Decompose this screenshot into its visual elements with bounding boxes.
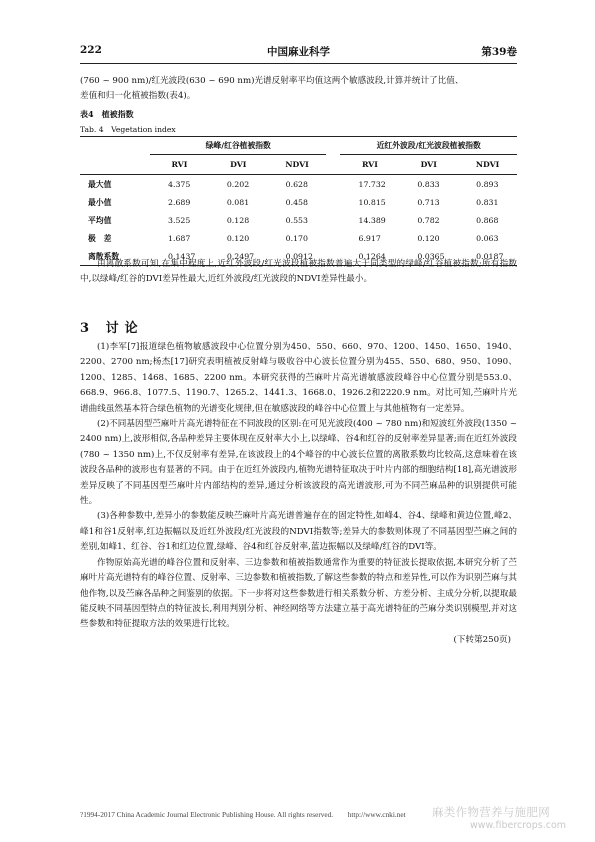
table-cell: 10.815 <box>358 197 386 207</box>
table-group-nir-red: 近红外波段/红光波段植被指数 <box>340 137 517 155</box>
table-gap <box>326 175 340 194</box>
column-header: NDVI <box>458 155 517 175</box>
discussion-paragraph-1: (1)李军[7]报道绿色植物敏感波段中心位置分别为450、550、660、970、1200、1450、1650、1940、2200、2700 nm;杨杰[17]研究表明植被反射峰与吸收谷中心波长位置分别为455、550、680、950、1090、1200、1285、1468、1685、2200 nm。本研究获得的苎麻叶片高光谱敏感波段峰谷中心位置分别是553.0、668.9、966.8、1077.5、1190.7、1265.2、1441.3、1668.0、1926.2和2220.9 nm。对比可知,苎麻叶片光谱曲线虽然基本符合绿色植物的光谱变化规律,但在敏感波段的峰谷中心位置上与其他植物有一定差异。 <box>80 342 517 414</box>
section-title: 讨论 <box>105 321 144 336</box>
table-cell: 0.1437 <box>150 247 209 266</box>
table-cell: 0.081 <box>226 197 250 207</box>
table-cell: 0.2497 <box>209 247 268 266</box>
row-label: 最大值 <box>88 179 112 189</box>
column-header: DVI <box>399 155 458 175</box>
discussion-body <box>80 340 517 648</box>
table-cell: 0.713 <box>417 197 440 207</box>
table-cell: 0.120 <box>417 233 440 243</box>
table-discussion-paragraph <box>80 257 517 288</box>
discussion-paragraph-2: (2)不同基因型苎麻叶片高光谱特征在不同波段的区别:在可见光波段(400 ~ 780 nm)和短波红外波段(1350 ~ 2400 nm)上,波形相似,各品种差异主要体现在反射率大小上,以绿峰、谷4和红谷的反射率差异显著;而在近红外波段(780 ~ 1350 nm)上,不仅反射率有差异,在该波段上的4个峰谷的中心波长位置的离散系数均比较高,这意味着在该波段各品种的波形也有显著的不同。由于在近红外波段内,植物光谱特征取决于叶片内部的细胞结构[18],高光谱波形差异反映了不同基因型苎麻叶片内部结构的差异,通过分析该波段的高光谱波形,可为不同苎麻品种的识别提供可能性。 <box>80 419 517 507</box>
table-cell: 0.782 <box>417 215 440 225</box>
table-cell: 17.732 <box>358 179 386 189</box>
site-watermark: 麻类作物营养与施肥网 <box>432 805 550 819</box>
table-cell: 0.0912 <box>268 247 327 266</box>
table-cell: 0.0187 <box>458 247 517 266</box>
table-cell: 0.553 <box>285 215 308 225</box>
running-header <box>80 44 517 60</box>
table-row <box>80 211 517 229</box>
vegetation-index-table <box>80 136 517 266</box>
journal-title: 中国麻业科学 <box>267 46 330 58</box>
table-cell: 0.120 <box>226 233 250 243</box>
column-header: DVI <box>209 155 268 175</box>
table-group-green-red: 绿峰/红谷植被指数 <box>150 137 326 155</box>
table-cell: 3.525 <box>168 215 191 225</box>
header-rule <box>80 63 517 64</box>
table-cell: 0.1264 <box>340 247 399 266</box>
row-label: 平均值 <box>88 215 112 225</box>
column-header: RVI <box>340 155 399 175</box>
intro-line-1: (760 ~ 900 nm)/红光波段(630 ~ 690 nm)光谱反射率平均值这两个敏感波段,计算并统计了比值、 <box>80 76 464 86</box>
table-cell: 0.628 <box>285 179 308 189</box>
table-gap <box>326 211 340 229</box>
table-cell: 0.0365 <box>399 247 458 266</box>
column-header: NDVI <box>268 155 327 175</box>
table-cell: 2.689 <box>168 197 191 207</box>
row-label: 最小值 <box>88 197 112 207</box>
table-corner <box>80 155 150 175</box>
volume-label: 第39卷 <box>481 46 517 58</box>
table-cell: 0.458 <box>285 197 308 207</box>
table-cell: 0.868 <box>476 215 499 225</box>
continued-note: (下转第250页) <box>453 634 511 645</box>
section-number: 3 <box>80 321 96 336</box>
table-gap <box>326 137 340 155</box>
table-row <box>80 193 517 211</box>
table-gap <box>326 155 340 175</box>
copyright-footer: ?1994-2017 China Academic Journal Electronic Publishing House. All rights reserved. http://www.cnki.net <box>80 810 406 819</box>
table-gap <box>326 193 340 211</box>
table-cell: 14.389 <box>358 215 386 225</box>
table-row <box>80 229 517 247</box>
site-watermark-url: www.fibercrops.com <box>470 820 567 831</box>
row-label: 离散系数 <box>80 247 150 266</box>
table-cell: 6.917 <box>358 233 381 243</box>
column-header: RVI <box>150 155 209 175</box>
table-cell: 0.202 <box>226 179 250 189</box>
table-corner <box>80 137 150 155</box>
table-caption-en: Tab. 4 Vegetation index <box>80 125 176 134</box>
discussion-paragraph-4: 作物原始高光谱的峰谷位置和反射率、三边参数和植被指数通常作为重要的特征波长提取依据,本研究分析了苎麻叶片高光谱特有的峰谷位置、反射率、三边参数和植被指数,了解这些参数的特点和差异性,可以作为识别苎麻与其他作物,以及苎麻各品种之间鉴别的依据。下一步将对这些参数进行相关系数分析、方差分析、主成分分析,以提取最能反映不同基因型特点的特征波长,利用判别分析、神经网络等方法建立基于高光谱特征的苎麻分类识别模型,并对这些参数和特征提取方法的效果进行比较。 <box>80 557 517 630</box>
page-number: 222 <box>80 44 102 56</box>
discussion-paragraph-3: (3)各种参数中,差异小的参数能反映苎麻叶片高光谱普遍存在的固定特性,如峰4、谷4、绿峰和黄边位置,峰2、峰1和谷1反射率,红边振幅以及近红外波段/红光波段的NDVI指数等;差异大的参数则体现了不同基因型苎麻之间的差别,如峰1、红谷、谷1和红边位置,绿峰、谷4和红谷反射率,蓝边振幅以及绿峰/红谷的DVI等。 <box>80 511 517 553</box>
table-cell: 0.170 <box>285 233 308 243</box>
table-gap <box>326 229 340 247</box>
table-cell: 4.375 <box>168 179 191 189</box>
table-cell: 0.831 <box>476 197 499 207</box>
table-cell: 0.833 <box>417 179 440 189</box>
table-cell: 1.687 <box>168 233 191 243</box>
table-cell: 0.128 <box>226 215 250 225</box>
row-label: 极 差 <box>88 233 112 243</box>
intro-paragraph <box>80 74 517 105</box>
table-caption-cn: 表4 植被指数 <box>80 109 134 119</box>
table-cell: 0.063 <box>476 233 499 243</box>
table-cell: 0.893 <box>476 179 499 189</box>
intro-line-2: 差值和归一化植被指数(表4)。 <box>80 91 196 102</box>
after-table-text: 由离散系数可知,在集中程度上,近红外波段/红光波段植被指数普遍大于同类型的绿峰/红谷植被指数;所有指数中,以绿峰/红谷的DVI差异性最大,近红外波段/红光波段的NDVI差异性最小。 <box>80 259 517 285</box>
section-heading <box>80 317 144 336</box>
table-row <box>80 175 517 194</box>
